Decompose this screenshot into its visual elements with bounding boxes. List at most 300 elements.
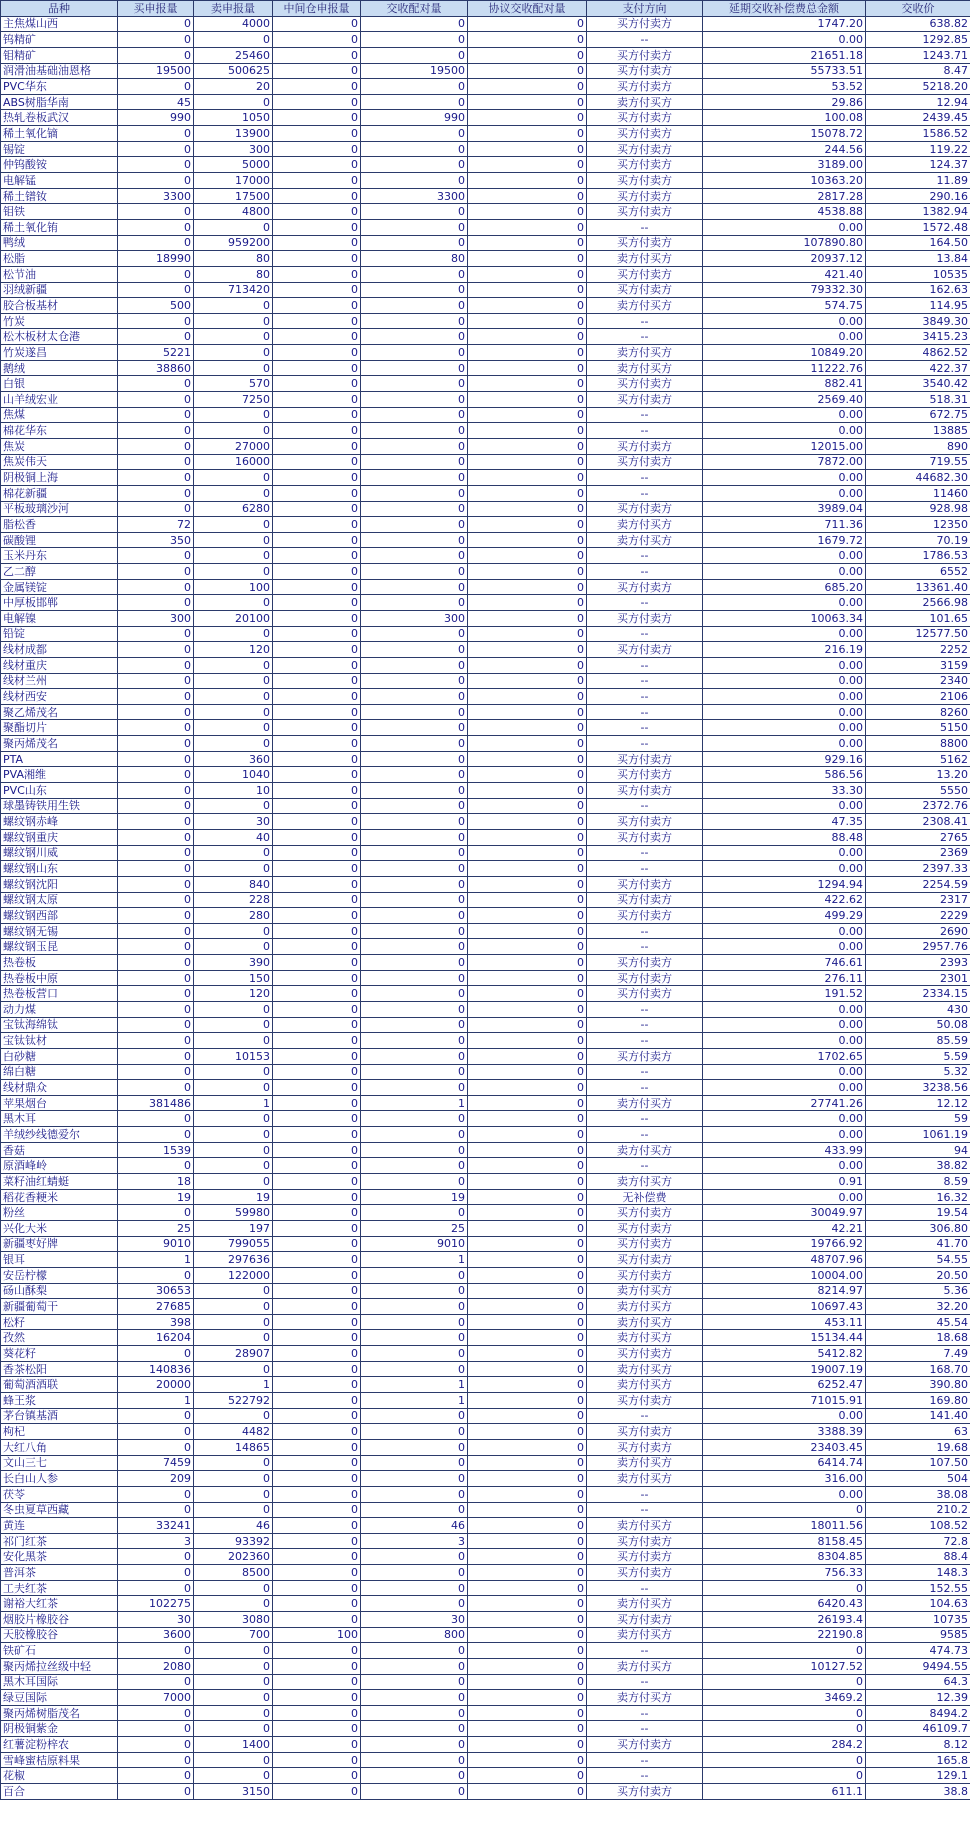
settlement-price-cell: 46109.7 xyxy=(866,1721,970,1737)
settlement-price-cell: 5.36 xyxy=(866,1283,970,1299)
intermediate-declared-cell: 0 xyxy=(273,266,361,282)
sell-declared-cell: 0 xyxy=(194,1142,273,1158)
variety-cell: 锡锭 xyxy=(1,141,118,157)
buy-declared-cell: 27685 xyxy=(118,1299,194,1315)
intermediate-declared-cell: 0 xyxy=(273,16,361,32)
agreement-matched-cell: 0 xyxy=(468,1502,587,1518)
compensation-total-cell: 53.52 xyxy=(703,79,866,95)
table-row xyxy=(1,955,970,971)
table-row xyxy=(1,970,970,986)
delivery-matched-cell: 0 xyxy=(361,986,468,1002)
intermediate-declared-cell: 100 xyxy=(273,1627,361,1643)
agreement-matched-cell: 0 xyxy=(468,923,587,939)
payment-direction-cell: 买方付卖方 xyxy=(587,829,703,845)
table-row xyxy=(1,1737,970,1753)
compensation-total-cell: 0 xyxy=(703,1643,866,1659)
compensation-total-cell: 6420.43 xyxy=(703,1596,866,1612)
payment-direction-cell: 买方付卖方 xyxy=(587,1784,703,1800)
variety-cell: 钨精矿 xyxy=(1,32,118,48)
variety-cell: 宝钛钛材 xyxy=(1,1033,118,1049)
table-row xyxy=(1,1439,970,1455)
sell-declared-cell: 122000 xyxy=(194,1267,273,1283)
payment-direction-cell: 买方付卖方 xyxy=(587,1252,703,1268)
delivery-matched-cell: 0 xyxy=(361,1643,468,1659)
delivery-matched-cell: 0 xyxy=(361,1002,468,1018)
table-row xyxy=(1,814,970,830)
buy-declared-cell: 0 xyxy=(118,579,194,595)
variety-cell: 碳酸锂 xyxy=(1,532,118,548)
settlement-price-cell: 94 xyxy=(866,1142,970,1158)
agreement-matched-cell: 0 xyxy=(468,1314,587,1330)
compensation-total-cell: 33.30 xyxy=(703,783,866,799)
agreement-matched-cell: 0 xyxy=(468,861,587,877)
delivery-matched-cell: 80 xyxy=(361,251,468,267)
variety-cell: 螺纹钢沈阳 xyxy=(1,876,118,892)
agreement-matched-cell: 0 xyxy=(468,501,587,517)
variety-cell: 松木板材太仓港 xyxy=(1,329,118,345)
settlement-price-cell: 70.19 xyxy=(866,532,970,548)
agreement-matched-cell: 0 xyxy=(468,1377,587,1393)
delivery-matched-cell: 0 xyxy=(361,173,468,189)
sell-declared-cell: 0 xyxy=(194,360,273,376)
agreement-matched-cell: 0 xyxy=(468,298,587,314)
compensation-total-cell: 0 xyxy=(703,1721,866,1737)
compensation-total-cell: 20937.12 xyxy=(703,251,866,267)
agreement-matched-cell: 0 xyxy=(468,235,587,251)
payment-direction-cell: 卖方付买方 xyxy=(587,360,703,376)
buy-declared-cell: 0 xyxy=(118,1674,194,1690)
payment-direction-cell: 卖方付买方 xyxy=(587,345,703,361)
intermediate-declared-cell: 0 xyxy=(273,32,361,48)
intermediate-declared-cell: 0 xyxy=(273,1111,361,1127)
buy-declared-cell: 0 xyxy=(118,392,194,408)
compensation-total-cell: 453.11 xyxy=(703,1314,866,1330)
intermediate-declared-cell: 0 xyxy=(273,1252,361,1268)
sell-declared-cell: 14865 xyxy=(194,1439,273,1455)
intermediate-declared-cell: 0 xyxy=(273,1002,361,1018)
sell-declared-cell: 0 xyxy=(194,736,273,752)
settlement-price-cell: 124.37 xyxy=(866,157,970,173)
buy-declared-cell: 0 xyxy=(118,767,194,783)
buy-declared-cell: 0 xyxy=(118,47,194,63)
intermediate-declared-cell: 0 xyxy=(273,736,361,752)
payment-direction-cell: 卖方付买方 xyxy=(587,1283,703,1299)
compensation-total-cell: 0.00 xyxy=(703,689,866,705)
agreement-matched-cell: 0 xyxy=(468,798,587,814)
table-row xyxy=(1,157,970,173)
settlement-price-cell: 430 xyxy=(866,1002,970,1018)
variety-cell: 电解镍 xyxy=(1,610,118,626)
settlement-price-cell: 2301 xyxy=(866,970,970,986)
buy-declared-cell: 0 xyxy=(118,1424,194,1440)
settlement-price-cell: 10535 xyxy=(866,266,970,282)
delivery-matched-cell: 0 xyxy=(361,1299,468,1315)
variety-cell: 羽绒新疆 xyxy=(1,282,118,298)
delivery-matched-cell: 0 xyxy=(361,47,468,63)
delivery-matched-cell: 0 xyxy=(361,376,468,392)
intermediate-declared-cell: 0 xyxy=(273,438,361,454)
delivery-matched-cell: 0 xyxy=(361,564,468,580)
sell-declared-cell: 0 xyxy=(194,1314,273,1330)
buy-declared-cell: 72 xyxy=(118,517,194,533)
variety-cell: 动力煤 xyxy=(1,1002,118,1018)
buy-declared-cell: 0 xyxy=(118,751,194,767)
variety-cell: 松节油 xyxy=(1,266,118,282)
payment-direction-cell: -- xyxy=(587,423,703,439)
buy-declared-cell: 1539 xyxy=(118,1142,194,1158)
buy-declared-cell: 0 xyxy=(118,798,194,814)
buy-declared-cell: 3300 xyxy=(118,188,194,204)
table-row xyxy=(1,1565,970,1581)
compensation-total-cell: 8158.45 xyxy=(703,1533,866,1549)
payment-direction-cell: 买方付卖方 xyxy=(587,751,703,767)
buy-declared-cell: 0 xyxy=(118,783,194,799)
intermediate-declared-cell: 0 xyxy=(273,407,361,423)
table-row xyxy=(1,1611,970,1627)
variety-cell: 白砂糖 xyxy=(1,1048,118,1064)
intermediate-declared-cell: 0 xyxy=(273,923,361,939)
payment-direction-cell: 买方付卖方 xyxy=(587,376,703,392)
compensation-total-cell: 3189.00 xyxy=(703,157,866,173)
variety-cell: 主焦煤山西 xyxy=(1,16,118,32)
intermediate-declared-cell: 0 xyxy=(273,829,361,845)
compensation-total-cell: 0.00 xyxy=(703,1033,866,1049)
delivery-matched-cell: 0 xyxy=(361,235,468,251)
agreement-matched-cell: 0 xyxy=(468,1424,587,1440)
payment-direction-cell: -- xyxy=(587,673,703,689)
settlement-price-cell: 18.68 xyxy=(866,1330,970,1346)
delivery-matched-cell: 0 xyxy=(361,1705,468,1721)
compensation-total-cell: 15134.44 xyxy=(703,1330,866,1346)
table-row xyxy=(1,1627,970,1643)
buy-declared-cell: 0 xyxy=(118,1705,194,1721)
delivery-matched-cell: 0 xyxy=(361,1784,468,1800)
sell-declared-cell: 0 xyxy=(194,94,273,110)
payment-direction-cell: -- xyxy=(587,1158,703,1174)
variety-cell: 脂松香 xyxy=(1,517,118,533)
compensation-total-cell: 3989.04 xyxy=(703,501,866,517)
delivery-matched-cell: 0 xyxy=(361,1471,468,1487)
payment-direction-cell: -- xyxy=(587,470,703,486)
buy-declared-cell: 0 xyxy=(118,1502,194,1518)
settlement-price-cell: 63 xyxy=(866,1424,970,1440)
column-header-agreement-matched: 协议交收配对量 xyxy=(468,1,587,17)
variety-cell: 润滑油基础油恩格 xyxy=(1,63,118,79)
compensation-total-cell: 0.00 xyxy=(703,736,866,752)
intermediate-declared-cell: 0 xyxy=(273,188,361,204)
delivery-matched-cell: 0 xyxy=(361,1408,468,1424)
table-row xyxy=(1,736,970,752)
delivery-matched-cell: 0 xyxy=(361,126,468,142)
payment-direction-cell: 卖方付买方 xyxy=(587,532,703,548)
intermediate-declared-cell: 0 xyxy=(273,689,361,705)
settlement-price-cell: 64.3 xyxy=(866,1674,970,1690)
payment-direction-cell: 买方付卖方 xyxy=(587,266,703,282)
table-row xyxy=(1,1643,970,1659)
delivery-matched-cell: 0 xyxy=(361,438,468,454)
variety-cell: 烟胶片橡胶谷 xyxy=(1,1611,118,1627)
settlement-price-cell: 1243.71 xyxy=(866,47,970,63)
variety-cell: 蜂王浆 xyxy=(1,1393,118,1409)
buy-declared-cell: 0 xyxy=(118,1721,194,1737)
compensation-total-cell: 7872.00 xyxy=(703,454,866,470)
buy-declared-cell: 0 xyxy=(118,1017,194,1033)
delivery-matched-cell: 1 xyxy=(361,1377,468,1393)
compensation-total-cell: 1702.65 xyxy=(703,1048,866,1064)
buy-declared-cell: 38860 xyxy=(118,360,194,376)
sell-declared-cell: 0 xyxy=(194,1080,273,1096)
delivery-matched-cell: 0 xyxy=(361,1721,468,1737)
buy-declared-cell: 0 xyxy=(118,454,194,470)
sell-declared-cell: 19 xyxy=(194,1189,273,1205)
sell-declared-cell: 150 xyxy=(194,970,273,986)
intermediate-declared-cell: 0 xyxy=(273,1267,361,1283)
payment-direction-cell: -- xyxy=(587,1033,703,1049)
agreement-matched-cell: 0 xyxy=(468,266,587,282)
payment-direction-cell: -- xyxy=(587,1580,703,1596)
compensation-total-cell: 0.00 xyxy=(703,564,866,580)
table-row xyxy=(1,1377,970,1393)
sell-declared-cell: 40 xyxy=(194,829,273,845)
table-row xyxy=(1,673,970,689)
sell-declared-cell: 1 xyxy=(194,1095,273,1111)
intermediate-declared-cell: 0 xyxy=(273,1768,361,1784)
payment-direction-cell: 买方付卖方 xyxy=(587,1048,703,1064)
payment-direction-cell: 卖方付买方 xyxy=(587,1690,703,1706)
intermediate-declared-cell: 0 xyxy=(273,1080,361,1096)
delivery-matched-cell: 0 xyxy=(361,1064,468,1080)
sell-declared-cell: 0 xyxy=(194,689,273,705)
intermediate-declared-cell: 0 xyxy=(273,1346,361,1362)
delivery-matched-cell: 0 xyxy=(361,1658,468,1674)
compensation-total-cell: 421.40 xyxy=(703,266,866,282)
table-row xyxy=(1,1393,970,1409)
buy-declared-cell: 19500 xyxy=(118,63,194,79)
settlement-price-cell: 13361.40 xyxy=(866,579,970,595)
settlement-price-cell: 3849.30 xyxy=(866,313,970,329)
buy-declared-cell: 0 xyxy=(118,1565,194,1581)
buy-declared-cell: 0 xyxy=(118,626,194,642)
buy-declared-cell: 3 xyxy=(118,1533,194,1549)
sell-declared-cell: 0 xyxy=(194,923,273,939)
variety-cell: 雪峰蜜桔原料果 xyxy=(1,1752,118,1768)
compensation-total-cell: 0 xyxy=(703,1705,866,1721)
table-row xyxy=(1,1236,970,1252)
intermediate-declared-cell: 0 xyxy=(273,814,361,830)
buy-declared-cell: 18 xyxy=(118,1174,194,1190)
agreement-matched-cell: 0 xyxy=(468,1471,587,1487)
agreement-matched-cell: 0 xyxy=(468,595,587,611)
delivery-matched-cell: 0 xyxy=(361,282,468,298)
variety-cell: 冬虫夏草西藏 xyxy=(1,1502,118,1518)
compensation-total-cell: 191.52 xyxy=(703,986,866,1002)
intermediate-declared-cell: 0 xyxy=(273,845,361,861)
settlement-price-cell: 2340 xyxy=(866,673,970,689)
payment-direction-cell: -- xyxy=(587,313,703,329)
table-row xyxy=(1,282,970,298)
variety-cell: 钼精矿 xyxy=(1,47,118,63)
sell-declared-cell: 100 xyxy=(194,579,273,595)
compensation-total-cell: 29.86 xyxy=(703,94,866,110)
delivery-matched-cell: 0 xyxy=(361,141,468,157)
buy-declared-cell: 0 xyxy=(118,1737,194,1753)
settlement-price-cell: 85.59 xyxy=(866,1033,970,1049)
payment-direction-cell: -- xyxy=(587,704,703,720)
payment-direction-cell: -- xyxy=(587,1502,703,1518)
agreement-matched-cell: 0 xyxy=(468,47,587,63)
intermediate-declared-cell: 0 xyxy=(273,1314,361,1330)
delivery-matched-cell: 0 xyxy=(361,829,468,845)
payment-direction-cell: 卖方付买方 xyxy=(587,298,703,314)
compensation-total-cell: 55733.51 xyxy=(703,63,866,79)
table-row xyxy=(1,1080,970,1096)
payment-direction-cell: 卖方付买方 xyxy=(587,1471,703,1487)
settlement-price-cell: 101.65 xyxy=(866,610,970,626)
payment-direction-cell: 买方付卖方 xyxy=(587,783,703,799)
table-row xyxy=(1,1518,970,1534)
delivery-matched-cell: 0 xyxy=(361,673,468,689)
intermediate-declared-cell: 0 xyxy=(273,939,361,955)
variety-cell: 平板玻璃沙河 xyxy=(1,501,118,517)
payment-direction-cell: 卖方付买方 xyxy=(587,251,703,267)
settlement-price-cell: 169.80 xyxy=(866,1393,970,1409)
variety-cell: 聚乙烯茂名 xyxy=(1,704,118,720)
settlement-price-cell: 3238.56 xyxy=(866,1080,970,1096)
intermediate-declared-cell: 0 xyxy=(273,1095,361,1111)
intermediate-declared-cell: 0 xyxy=(273,673,361,689)
variety-cell: 棉花华东 xyxy=(1,423,118,439)
table-row xyxy=(1,47,970,63)
variety-cell: 安化黑茶 xyxy=(1,1549,118,1565)
sell-declared-cell: 300 xyxy=(194,141,273,157)
settlement-price-cell: 8.47 xyxy=(866,63,970,79)
table-body xyxy=(1,16,970,1799)
agreement-matched-cell: 0 xyxy=(468,313,587,329)
table-row xyxy=(1,892,970,908)
table-row xyxy=(1,751,970,767)
buy-declared-cell: 0 xyxy=(118,1752,194,1768)
compensation-total-cell: 11222.76 xyxy=(703,360,866,376)
sell-declared-cell: 0 xyxy=(194,470,273,486)
delivery-matched-cell: 0 xyxy=(361,595,468,611)
variety-cell: 聚丙烯茂名 xyxy=(1,736,118,752)
delivery-matched-cell: 0 xyxy=(361,1111,468,1127)
agreement-matched-cell: 0 xyxy=(468,1768,587,1784)
agreement-matched-cell: 0 xyxy=(468,1299,587,1315)
variety-cell: 兴化大米 xyxy=(1,1220,118,1236)
settlement-price-cell: 44682.30 xyxy=(866,470,970,486)
delivery-matched-cell: 0 xyxy=(361,1283,468,1299)
table-row xyxy=(1,1252,970,1268)
intermediate-declared-cell: 0 xyxy=(273,1455,361,1471)
settlement-price-cell: 390.80 xyxy=(866,1377,970,1393)
table-row xyxy=(1,626,970,642)
settlement-price-cell: 59 xyxy=(866,1111,970,1127)
sell-declared-cell: 0 xyxy=(194,861,273,877)
payment-direction-cell: 买方付卖方 xyxy=(587,173,703,189)
compensation-total-cell: 88.48 xyxy=(703,829,866,845)
sell-declared-cell: 197 xyxy=(194,1220,273,1236)
agreement-matched-cell: 0 xyxy=(468,16,587,32)
settlement-price-cell: 9585 xyxy=(866,1627,970,1643)
settlement-price-cell: 12350 xyxy=(866,517,970,533)
intermediate-declared-cell: 0 xyxy=(273,1330,361,1346)
intermediate-declared-cell: 0 xyxy=(273,970,361,986)
sell-declared-cell: 16000 xyxy=(194,454,273,470)
buy-declared-cell: 0 xyxy=(118,1486,194,1502)
intermediate-declared-cell: 0 xyxy=(273,94,361,110)
sell-declared-cell: 840 xyxy=(194,876,273,892)
settlement-price-cell: 2369 xyxy=(866,845,970,861)
intermediate-declared-cell: 0 xyxy=(273,1721,361,1737)
intermediate-declared-cell: 0 xyxy=(273,360,361,376)
delivery-matched-cell: 0 xyxy=(361,736,468,752)
buy-declared-cell: 0 xyxy=(118,720,194,736)
payment-direction-cell: 买方付卖方 xyxy=(587,1393,703,1409)
delivery-matched-cell: 0 xyxy=(361,1017,468,1033)
payment-direction-cell: 买方付卖方 xyxy=(587,63,703,79)
agreement-matched-cell: 0 xyxy=(468,188,587,204)
sell-declared-cell: 700 xyxy=(194,1627,273,1643)
table-row xyxy=(1,767,970,783)
buy-declared-cell: 16204 xyxy=(118,1330,194,1346)
variety-cell: 绵白糖 xyxy=(1,1064,118,1080)
buy-declared-cell: 0 xyxy=(118,1768,194,1784)
intermediate-declared-cell: 0 xyxy=(273,1690,361,1706)
compensation-total-cell: 0.00 xyxy=(703,673,866,689)
delivery-matched-cell: 0 xyxy=(361,1596,468,1612)
variety-cell: 线材重庆 xyxy=(1,657,118,673)
delivery-matched-cell: 0 xyxy=(361,470,468,486)
variety-cell: 胶合板基材 xyxy=(1,298,118,314)
table-row xyxy=(1,1549,970,1565)
buy-declared-cell: 0 xyxy=(118,157,194,173)
buy-declared-cell: 398 xyxy=(118,1314,194,1330)
column-header-settlement-price: 交收价 xyxy=(866,1,970,17)
column-header-compensation-total: 延期交收补偿费总金额 xyxy=(703,1,866,17)
payment-direction-cell: 买方付卖方 xyxy=(587,1267,703,1283)
buy-declared-cell: 350 xyxy=(118,532,194,548)
table-row xyxy=(1,704,970,720)
table-row xyxy=(1,1002,970,1018)
agreement-matched-cell: 0 xyxy=(468,407,587,423)
payment-direction-cell: -- xyxy=(587,219,703,235)
compensation-total-cell: 2817.28 xyxy=(703,188,866,204)
delivery-matched-cell: 0 xyxy=(361,1205,468,1221)
payment-direction-cell: 买方付卖方 xyxy=(587,1549,703,1565)
intermediate-declared-cell: 0 xyxy=(273,1393,361,1409)
buy-declared-cell: 0 xyxy=(118,845,194,861)
variety-cell: 热轧卷板武汉 xyxy=(1,110,118,126)
settlement-price-cell: 45.54 xyxy=(866,1314,970,1330)
variety-cell: 鸭绒 xyxy=(1,235,118,251)
buy-declared-cell: 0 xyxy=(118,892,194,908)
settlement-price-cell: 10735 xyxy=(866,1611,970,1627)
sell-declared-cell: 228 xyxy=(194,892,273,908)
compensation-total-cell: 0.00 xyxy=(703,329,866,345)
variety-cell: 螺纹钢玉昆 xyxy=(1,939,118,955)
agreement-matched-cell: 0 xyxy=(468,1737,587,1753)
buy-declared-cell: 0 xyxy=(118,485,194,501)
payment-direction-cell: -- xyxy=(587,861,703,877)
settlement-price-cell: 7.49 xyxy=(866,1346,970,1362)
agreement-matched-cell: 0 xyxy=(468,532,587,548)
agreement-matched-cell: 0 xyxy=(468,1658,587,1674)
table-row xyxy=(1,1314,970,1330)
agreement-matched-cell: 0 xyxy=(468,204,587,220)
payment-direction-cell: -- xyxy=(587,1486,703,1502)
table-row xyxy=(1,423,970,439)
